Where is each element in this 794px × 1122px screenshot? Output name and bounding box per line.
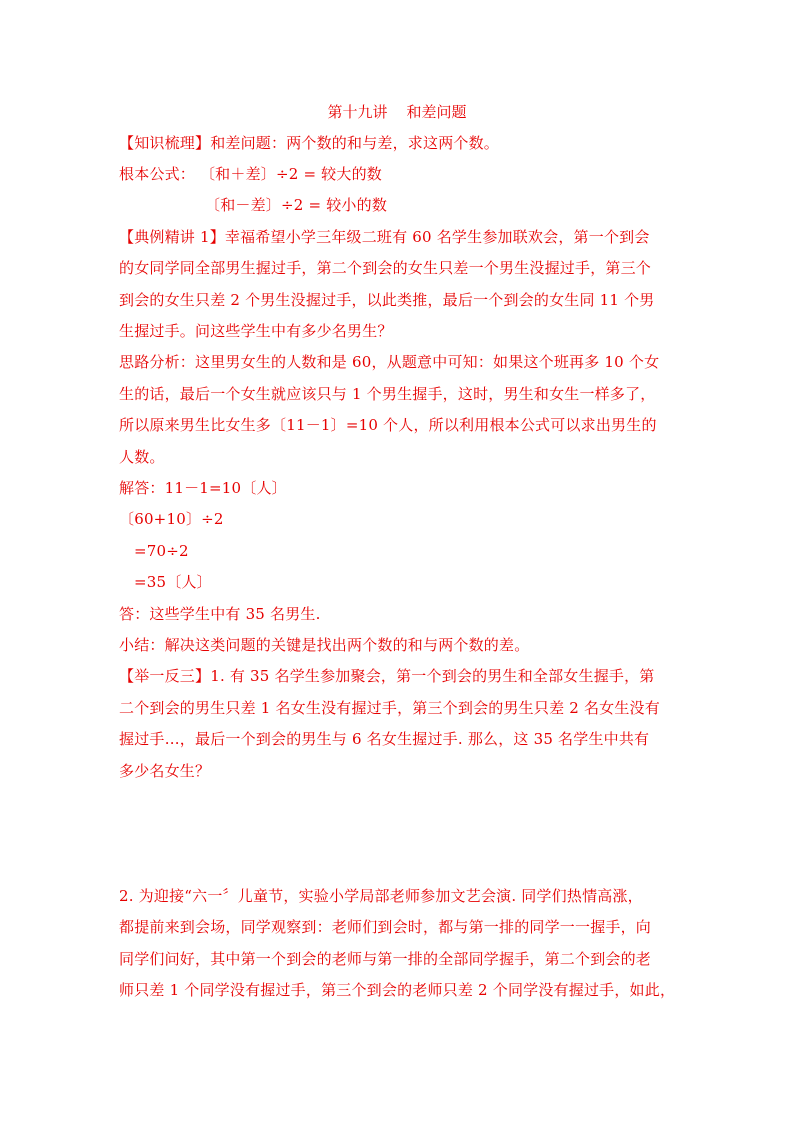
solution-line: 〔60+10〕÷2 bbox=[119, 510, 224, 528]
example-line: 的女同学同全部男生握过手，第二个到会的女生只差一个男生没握过手，第三个 bbox=[119, 259, 652, 277]
analysis-line: 人数。 bbox=[119, 448, 165, 466]
practice1-line: 【举一反三】1. 有 35 名学生参加聚会，第一个到会的男生和全部女生握手，第 bbox=[119, 667, 655, 685]
page-title: 第十九讲 和差问题 bbox=[327, 103, 467, 121]
solution-line: =70÷2 bbox=[134, 542, 189, 560]
knowledge-summary: 【知识梳理】和差问题：两个数的和与差，求这两个数。 bbox=[119, 134, 500, 152]
analysis-line: 生的话，最后一个女生就应该只与 1 个男生握手，这时，男生和女生一样多了， bbox=[119, 385, 656, 403]
practice2-line: 师只差 1 个同学没有握过手，第三个到会的老师只差 2 个同学没有握过手，如此， bbox=[119, 981, 676, 999]
practice2-line: 同学们问好，其中第一个到会的老师与第一排的全部同学握手，第二个到会的老 bbox=[119, 950, 652, 968]
practice1-line: 握过手…，最后一个到会的男生与 6 名女生握过手. 那么，这 35 名学生中共有 bbox=[119, 730, 650, 748]
formula-line-1: 根本公式： 〔和＋差〕÷2 = 较大的数 bbox=[119, 165, 382, 183]
analysis-line: 思路分析：这里男女生的人数和是 60，从题意中可知：如果这个班再多 10 个女 bbox=[119, 353, 660, 371]
practice1-line: 多少名女生？ bbox=[119, 762, 211, 780]
practice1-line: 二个到会的男生只差 1 名女生没有握过手，第三个到会的男生只差 2 名女生没有 bbox=[119, 699, 660, 717]
answer-line: 答：这些学生中有 35 名男生. bbox=[119, 605, 321, 623]
solution-line: 解答：11－1=10〔人〕 bbox=[119, 479, 287, 497]
example-line: 【典例精讲 1】幸福希望小学三年级二班有 60 名学生参加联欢会，第一个到会 bbox=[119, 228, 650, 246]
formula-line-2: 〔和－差〕÷2 = 较小的数 bbox=[205, 196, 388, 214]
summary-line: 小结：解决这类问题的关键是找出两个数的和与两个数的差。 bbox=[119, 636, 530, 654]
example-line: 生握过手。问这些学生中有多少名男生？ bbox=[119, 322, 393, 340]
practice2-line: 都提前来到会场，同学观察到：老师们到会时，都与第一排的同学一一握手，向 bbox=[119, 918, 652, 936]
solution-line: =35〔人〕 bbox=[134, 573, 212, 591]
practice2-line: 2. 为迎接“六一〞儿童节，实验小学局部老师参加文艺会演. 同学们热情高涨， bbox=[119, 887, 643, 905]
example-line: 到会的女生只差 2 个男生没握过手，以此类推，最后一个到会的女生同 11 个男 bbox=[119, 291, 655, 309]
analysis-line: 所以原来男生比女生多〔11－1〕=10 个人，所以利用根本公式可以求出男生的 bbox=[119, 416, 657, 434]
